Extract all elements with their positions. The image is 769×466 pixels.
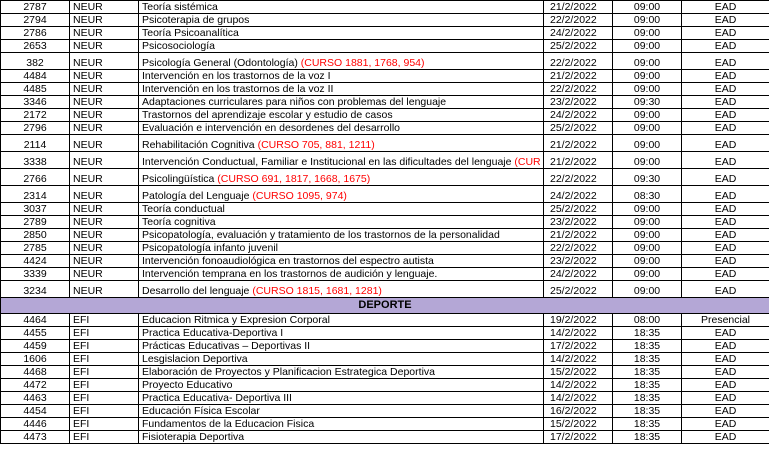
subject-cell: [139, 255, 544, 268]
subject-cell: [139, 216, 544, 229]
table-row: [1, 135, 769, 152]
modality-cell: EAD: [682, 83, 769, 96]
course-code-cell: 1606: [1, 353, 70, 366]
course-code-cell: 2114: [1, 135, 70, 152]
modality-cell: EAD: [682, 14, 769, 27]
area-cell: NEUR: [70, 229, 139, 242]
exam-time-cell: 09:00: [613, 53, 682, 70]
area-cell: EFI: [70, 418, 139, 431]
exam-time-cell: 18:35: [613, 431, 682, 444]
table-row: [1, 340, 769, 353]
area-cell: NEUR: [70, 70, 139, 83]
modality-cell: EAD: [682, 135, 769, 152]
subject-name: Teoría conductual: [142, 203, 225, 215]
modality-cell: EAD: [682, 1, 769, 14]
exam-time-cell: 09:00: [613, 203, 682, 216]
course-code-cell: 2794: [1, 14, 70, 27]
subject-name: Fundamentos de la Educacion Fisica: [142, 418, 315, 430]
exam-time-cell: 09:00: [613, 70, 682, 83]
exam-time-cell: 18:35: [613, 418, 682, 431]
course-code-cell: 4484: [1, 70, 70, 83]
table-row: [1, 169, 769, 186]
exam-date-cell: 25/2/2022: [544, 281, 613, 298]
exam-time-cell: 09:00: [613, 255, 682, 268]
area-cell: NEUR: [70, 169, 139, 186]
exam-time-cell: 09:00: [613, 268, 682, 281]
course-code-cell: 4468: [1, 366, 70, 379]
exam-time-cell: 09:00: [613, 135, 682, 152]
table-row: [1, 405, 769, 418]
exam-date-cell: 14/2/2022: [544, 392, 613, 405]
exam-date-cell: 21/2/2022: [544, 152, 613, 169]
course-code-cell: 4463: [1, 392, 70, 405]
course-code-cell: 4459: [1, 340, 70, 353]
subject-name: Psicología General (Odontología): [142, 57, 298, 69]
area-cell: EFI: [70, 327, 139, 340]
modality-cell: EAD: [682, 405, 769, 418]
exam-date-cell: 14/2/2022: [544, 353, 613, 366]
table-row: [1, 27, 769, 40]
area-cell: NEUR: [70, 135, 139, 152]
modality-cell: EAD: [682, 431, 769, 444]
table-row: [1, 109, 769, 122]
subject-cell: [139, 14, 544, 27]
exam-date-cell: 22/2/2022: [544, 83, 613, 96]
exam-date-cell: 21/2/2022: [544, 1, 613, 14]
area-cell: EFI: [70, 379, 139, 392]
course-code-cell: 2314: [1, 186, 70, 203]
table-row: [1, 281, 769, 298]
course-code-cell: 2786: [1, 27, 70, 40]
area-cell: EFI: [70, 353, 139, 366]
subject-cell: [139, 327, 544, 340]
table-row: [1, 1, 769, 14]
modality-cell: EAD: [682, 353, 769, 366]
area-cell: NEUR: [70, 255, 139, 268]
modality-cell: EAD: [682, 340, 769, 353]
modality-cell: EAD: [682, 242, 769, 255]
area-cell: NEUR: [70, 242, 139, 255]
course-code-cell: 2796: [1, 122, 70, 135]
exam-time-cell: 18:35: [613, 353, 682, 366]
exam-date-cell: 23/2/2022: [544, 216, 613, 229]
table-row: [1, 122, 769, 135]
table-row: [1, 242, 769, 255]
course-note: (CURSO 1815, 1681, 1281): [252, 285, 382, 297]
modality-cell: EAD: [682, 366, 769, 379]
area-cell: NEUR: [70, 96, 139, 109]
exam-date-cell: 25/2/2022: [544, 203, 613, 216]
course-note: (CURSO 1095, 974): [252, 190, 347, 202]
course-code-cell: 2785: [1, 242, 70, 255]
modality-cell: EAD: [682, 379, 769, 392]
subject-name: Intervención en los trastornos de la voz I: [142, 70, 331, 82]
subject-name: Practica Educativa- Deportiva III: [142, 392, 292, 404]
subject-cell: [139, 379, 544, 392]
table-row: [1, 96, 769, 109]
exam-time-cell: 09:00: [613, 281, 682, 298]
subject-name: Intervención fonoaudiológica en trastornos del espectro autista: [142, 255, 434, 267]
subject-cell: [139, 53, 544, 70]
subject-name: Intervención Conductual, Familiar e Institucional en las dificultades del lenguaje: [142, 156, 512, 168]
exam-date-cell: 14/2/2022: [544, 379, 613, 392]
subject-name: Practica Educativa-Deportiva I: [142, 327, 284, 339]
modality-cell: EAD: [682, 255, 769, 268]
exam-time-cell: 08:30: [613, 186, 682, 203]
area-cell: EFI: [70, 392, 139, 405]
subject-name: Psicopatología, evaluación y tratamiento de los trastornos de la personalidad: [142, 229, 500, 241]
subject-name: Psicopatología infanto juvenil: [142, 242, 279, 254]
course-code-cell: 2850: [1, 229, 70, 242]
modality-cell: EAD: [682, 53, 769, 70]
table-row: [1, 353, 769, 366]
course-code-cell: 3234: [1, 281, 70, 298]
subject-cell: [139, 122, 544, 135]
subject-cell: [139, 229, 544, 242]
table-row: [1, 418, 769, 431]
subject-cell: [139, 27, 544, 40]
subject-cell: [139, 405, 544, 418]
subject-cell: [139, 340, 544, 353]
exam-time-cell: 09:00: [613, 122, 682, 135]
course-code-cell: 3346: [1, 96, 70, 109]
modality-cell: EAD: [682, 268, 769, 281]
table-row: [1, 186, 769, 203]
area-cell: EFI: [70, 405, 139, 418]
exam-time-cell: 09:00: [613, 27, 682, 40]
subject-name: Trastornos del aprendizaje escolar y estudio de casos: [142, 109, 393, 121]
exam-date-cell: 24/2/2022: [544, 268, 613, 281]
area-cell: EFI: [70, 431, 139, 444]
table-row: [1, 83, 769, 96]
course-note: (CURSO 705, 881, 1211): [257, 139, 375, 151]
subject-name: Lesgislacion Deportiva: [142, 353, 248, 365]
table-row: [1, 203, 769, 216]
exam-date-cell: 15/2/2022: [544, 366, 613, 379]
area-cell: NEUR: [70, 53, 139, 70]
subject-name: Elaboración de Proyectos y Planificacion Estrategica Deportiva: [142, 366, 435, 378]
exam-time-cell: 18:35: [613, 379, 682, 392]
table-row: [1, 53, 769, 70]
modality-cell: EAD: [682, 281, 769, 298]
exam-date-cell: 25/2/2022: [544, 122, 613, 135]
subject-cell: [139, 83, 544, 96]
subject-name: Patología del Lenguaje: [142, 190, 250, 202]
subject-name: Teoría Psicoanalítica: [142, 27, 239, 39]
table-row: [1, 229, 769, 242]
course-code-cell: 2789: [1, 216, 70, 229]
modality-cell: EAD: [682, 169, 769, 186]
subject-cell: [139, 135, 544, 152]
table-row: [1, 255, 769, 268]
exam-time-cell: 18:35: [613, 366, 682, 379]
exam-date-cell: 22/2/2022: [544, 169, 613, 186]
subject-name: Rehabilitación Cognitiva: [142, 139, 255, 151]
exam-date-cell: 15/2/2022: [544, 418, 613, 431]
table-row: [1, 392, 769, 405]
section-title: DEPORTE: [1, 298, 769, 314]
subject-name: Intervención en los trastornos de la voz II: [142, 83, 334, 95]
table-row: [1, 152, 769, 169]
course-code-cell: 4455: [1, 327, 70, 340]
subject-cell: [139, 431, 544, 444]
exam-date-cell: 21/2/2022: [544, 135, 613, 152]
exam-time-cell: 09:00: [613, 229, 682, 242]
subject-name: Psicolingüística: [142, 173, 215, 185]
exam-date-cell: 22/2/2022: [544, 14, 613, 27]
exam-date-cell: 22/2/2022: [544, 242, 613, 255]
modality-cell: EAD: [682, 203, 769, 216]
exam-time-cell: 09:30: [613, 169, 682, 186]
course-code-cell: 4454: [1, 405, 70, 418]
area-cell: NEUR: [70, 186, 139, 203]
subject-cell: [139, 242, 544, 255]
table-row: [1, 268, 769, 281]
course-note: (CURSO 691, 1817, 1668, 1675): [217, 173, 371, 185]
table-row: [1, 327, 769, 340]
exam-time-cell: 18:35: [613, 405, 682, 418]
course-code-cell: 3037: [1, 203, 70, 216]
exam-time-cell: 09:00: [613, 83, 682, 96]
subject-cell: [139, 169, 544, 186]
exam-date-cell: 25/2/2022: [544, 40, 613, 53]
area-cell: NEUR: [70, 83, 139, 96]
subject-cell: [139, 353, 544, 366]
exam-time-cell: 09:30: [613, 96, 682, 109]
subject-name: Teoría cognitiva: [142, 216, 216, 228]
area-cell: NEUR: [70, 14, 139, 27]
exam-time-cell: 08:00: [613, 314, 682, 327]
modality-cell: Presencial: [682, 314, 769, 327]
exam-time-cell: 18:35: [613, 327, 682, 340]
exam-time-cell: 09:00: [613, 14, 682, 27]
exam-date-cell: 24/2/2022: [544, 186, 613, 203]
exam-date-cell: 24/2/2022: [544, 109, 613, 122]
subject-cell: [139, 186, 544, 203]
modality-cell: EAD: [682, 327, 769, 340]
exam-time-cell: 09:00: [613, 1, 682, 14]
subject-cell: [139, 1, 544, 14]
exam-time-cell: 09:00: [613, 216, 682, 229]
modality-cell: EAD: [682, 70, 769, 83]
modality-cell: EAD: [682, 27, 769, 40]
exam-time-cell: 09:00: [613, 242, 682, 255]
area-cell: EFI: [70, 314, 139, 327]
course-code-cell: 4446: [1, 418, 70, 431]
exam-time-cell: 09:00: [613, 152, 682, 169]
subject-cell: [139, 281, 544, 298]
subject-name: Fisioterapia Deportiva: [142, 431, 245, 443]
course-code-cell: 382: [1, 53, 70, 70]
course-code-cell: 3338: [1, 152, 70, 169]
course-code-cell: 4473: [1, 431, 70, 444]
course-code-cell: 4472: [1, 379, 70, 392]
area-cell: NEUR: [70, 122, 139, 135]
course-code-cell: 4464: [1, 314, 70, 327]
subject-cell: [139, 40, 544, 53]
modality-cell: EAD: [682, 392, 769, 405]
exam-date-cell: 16/2/2022: [544, 405, 613, 418]
subject-name: Educacion Ritmica y Expresion Corporal: [142, 314, 330, 326]
course-code-cell: 2766: [1, 169, 70, 186]
modality-cell: EAD: [682, 96, 769, 109]
area-cell: EFI: [70, 366, 139, 379]
modality-cell: EAD: [682, 152, 769, 169]
area-cell: NEUR: [70, 268, 139, 281]
subject-cell: [139, 392, 544, 405]
exam-schedule-body: [1, 1, 769, 444]
table-row: [1, 216, 769, 229]
subject-name: Desarrollo del lenguaje: [142, 285, 250, 297]
exam-date-cell: 21/2/2022: [544, 70, 613, 83]
modality-cell: EAD: [682, 109, 769, 122]
course-note: (CUR: [514, 156, 541, 168]
subject-cell: [139, 96, 544, 109]
modality-cell: EAD: [682, 418, 769, 431]
table-row: [1, 14, 769, 27]
subject-cell: [139, 314, 544, 327]
exam-date-cell: 17/2/2022: [544, 431, 613, 444]
course-code-cell: 4485: [1, 83, 70, 96]
table-row: [1, 431, 769, 444]
subject-cell: [139, 418, 544, 431]
exam-date-cell: 23/2/2022: [544, 255, 613, 268]
area-cell: NEUR: [70, 40, 139, 53]
exam-date-cell: 24/2/2022: [544, 27, 613, 40]
area-cell: EFI: [70, 340, 139, 353]
table-row: [1, 379, 769, 392]
course-code-cell: 3339: [1, 268, 70, 281]
subject-name: Adaptaciones curriculares para niños con problemas del lenguaje: [142, 96, 447, 108]
subject-name: Psicoterapia de grupos: [142, 14, 250, 26]
modality-cell: EAD: [682, 229, 769, 242]
subject-name: Psicosociología: [142, 40, 215, 52]
subject-name: Proyecto Educativo: [142, 379, 233, 391]
area-cell: NEUR: [70, 109, 139, 122]
area-cell: NEUR: [70, 203, 139, 216]
exam-date-cell: 22/2/2022: [544, 53, 613, 70]
course-code-cell: 2172: [1, 109, 70, 122]
exam-date-cell: 14/2/2022: [544, 327, 613, 340]
subject-cell: [139, 109, 544, 122]
exam-date-cell: 17/2/2022: [544, 340, 613, 353]
area-cell: NEUR: [70, 216, 139, 229]
subject-name: Prácticas Educativas – Deportivas II: [142, 340, 311, 352]
area-cell: NEUR: [70, 27, 139, 40]
table-row: [1, 40, 769, 53]
exam-date-cell: 21/2/2022: [544, 229, 613, 242]
section-header-row: [1, 298, 769, 314]
course-note: (CURSO 1881, 1768, 954): [300, 57, 425, 69]
exam-date-cell: 23/2/2022: [544, 96, 613, 109]
exam-date-cell: 19/2/2022: [544, 314, 613, 327]
subject-cell: [139, 268, 544, 281]
course-code-cell: 4424: [1, 255, 70, 268]
exam-time-cell: 09:00: [613, 109, 682, 122]
subject-name: Educación Física Escolar: [142, 405, 260, 417]
subject-name: Teoría sistémica: [142, 1, 218, 13]
course-code-cell: 2653: [1, 40, 70, 53]
table-row: [1, 314, 769, 327]
exam-time-cell: 18:35: [613, 340, 682, 353]
course-code-cell: 2787: [1, 1, 70, 14]
modality-cell: EAD: [682, 40, 769, 53]
modality-cell: EAD: [682, 186, 769, 203]
table-row: [1, 366, 769, 379]
exam-time-cell: 18:35: [613, 392, 682, 405]
subject-name: Evaluación e intervención en desordenes del desarrollo: [142, 122, 400, 134]
table-row: [1, 70, 769, 83]
modality-cell: EAD: [682, 122, 769, 135]
exam-time-cell: 09:00: [613, 40, 682, 53]
area-cell: NEUR: [70, 152, 139, 169]
subject-cell: [139, 70, 544, 83]
subject-name: Intervención temprana en los trastornos de audición y lenguaje.: [142, 268, 438, 280]
subject-cell: [139, 203, 544, 216]
area-cell: NEUR: [70, 1, 139, 14]
subject-cell: [139, 366, 544, 379]
area-cell: NEUR: [70, 281, 139, 298]
modality-cell: EAD: [682, 216, 769, 229]
subject-cell: [139, 152, 544, 169]
